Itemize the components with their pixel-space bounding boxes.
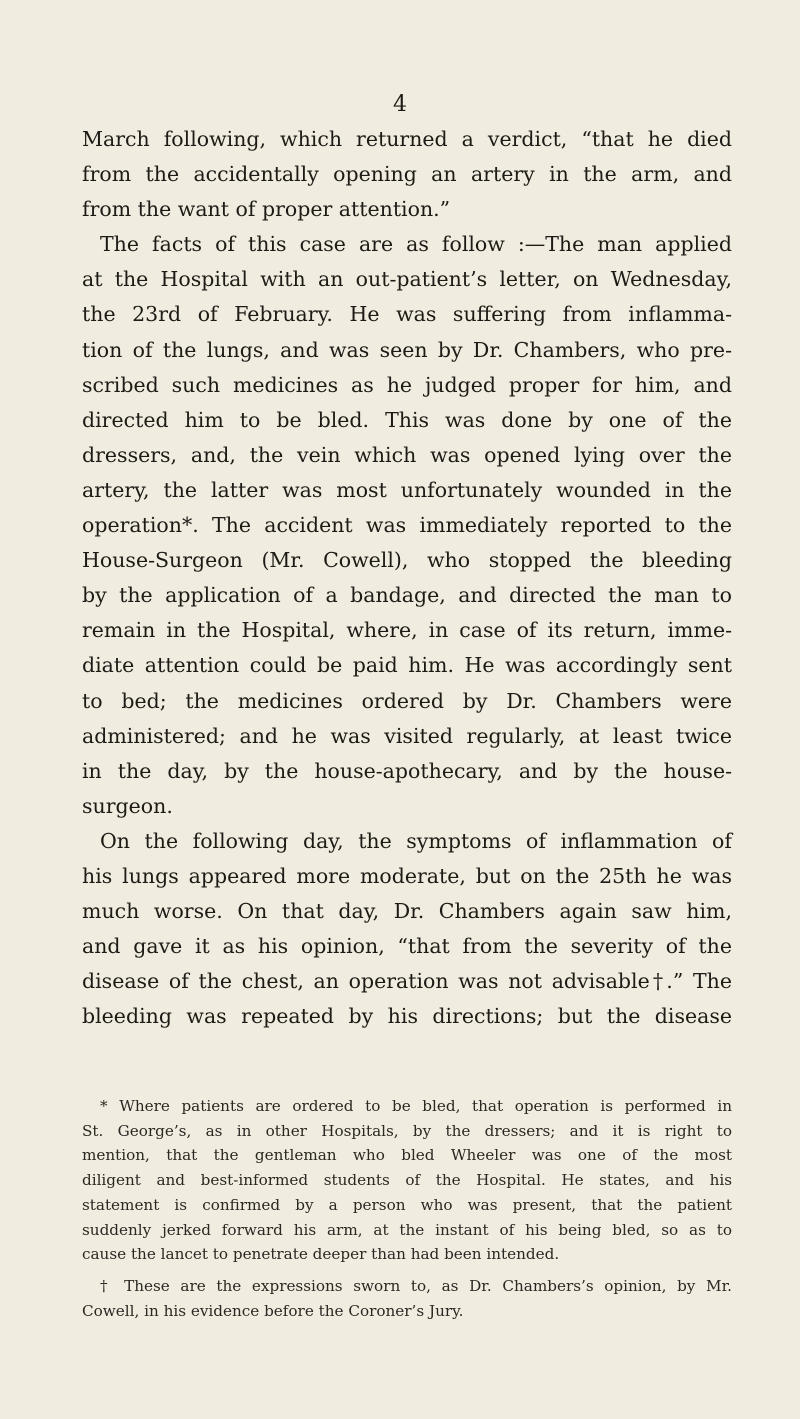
body-text [82, 122, 732, 1034]
body-line: diate attention could be paid him. He was accordingly sent [82, 653, 732, 678]
footnote-line: cause the lancet to penetrate deeper than had been intended. [82, 1245, 560, 1264]
footnote-line: mention, that the gentleman who bled Wheeler was one of the most [82, 1146, 732, 1165]
body-line: at the Hospital with an out-patient’s letter, on Wednesday, [82, 267, 732, 292]
body-line: and gave it as his opinion, “that from the severity of the [82, 934, 732, 959]
body-line: remain in the Hospital, where, in case of its return, imme- [82, 618, 732, 643]
body-line: House-Surgeon (Mr. Cowell), who stopped the bleeding [82, 548, 732, 573]
body-line: disease of the chest, an operation was not advisable†.” The [82, 969, 732, 994]
body-line: his lungs appeared more moderate, but on the 25th he was [82, 863, 732, 888]
body-line: scribed such medicines as he judged proper for him, and [82, 372, 732, 397]
footnote-line: * Where patients are ordered to be bled, that operation is performed in [100, 1097, 732, 1115]
footnote-line: diligent and best-informed students of the Hospital. He states, and his [82, 1171, 732, 1190]
footnote-line: statement is confirmed by a person who was present, that the patient [82, 1195, 732, 1214]
body-line: bleeding was repeated by his directions; but the disease [82, 1004, 732, 1029]
footnote-line: suddenly jerked forward his arm, at the instant of his being bled, so as to [82, 1220, 732, 1239]
body-line: from the want of proper attention.” [82, 197, 451, 222]
body-line: in the day, by the house-apothecary, and by the house- [82, 758, 732, 783]
footnotes [82, 1094, 732, 1323]
body-line: artery, the latter was most unfortunately wounded in the [82, 477, 732, 502]
body-line: the 23rd of February. He was suffering from inflamma- [82, 302, 732, 327]
footnote-line: † These are the expressions sworn to, as Dr. Chambers’s opinion, by Mr. [100, 1276, 732, 1295]
body-line: operation*. The accident was immediately reported to the [82, 513, 732, 538]
body-line: surgeon. [82, 793, 173, 818]
body-line: March following, which returned a verdict, “that he died [82, 127, 732, 151]
body-line: dressers, and, the vein which was opened lying over the [82, 442, 732, 467]
footnote-line: St. George’s, as in other Hospitals, by the dressers; and it is right to [82, 1121, 732, 1140]
body-line: by the application of a bandage, and directed the man to [82, 583, 732, 608]
body-line: from the accidentally opening an artery in the arm, and [82, 162, 732, 187]
body-line: to bed; the medicines ordered by Dr. Chambers were [82, 688, 732, 713]
body-line: directed him to be bled. This was done by one of the [82, 407, 732, 432]
body-line: tion of the lungs, and was seen by Dr. Chambers, who pre- [82, 337, 732, 362]
body-line: much worse. On that day, Dr. Chambers again saw him, [82, 899, 732, 924]
footnote-gap [82, 1267, 732, 1274]
footnote-line: Cowell, in his evidence before the Coroner’s Jury. [82, 1301, 464, 1320]
page-number: 4 [393, 92, 407, 117]
body-line: The facts of this case are as follow :—The man applied [100, 232, 732, 257]
body-line: On the following day, the symptoms of inflammation of [100, 828, 732, 853]
body-line: administered; and he was visited regularly, at least twice [82, 723, 732, 748]
